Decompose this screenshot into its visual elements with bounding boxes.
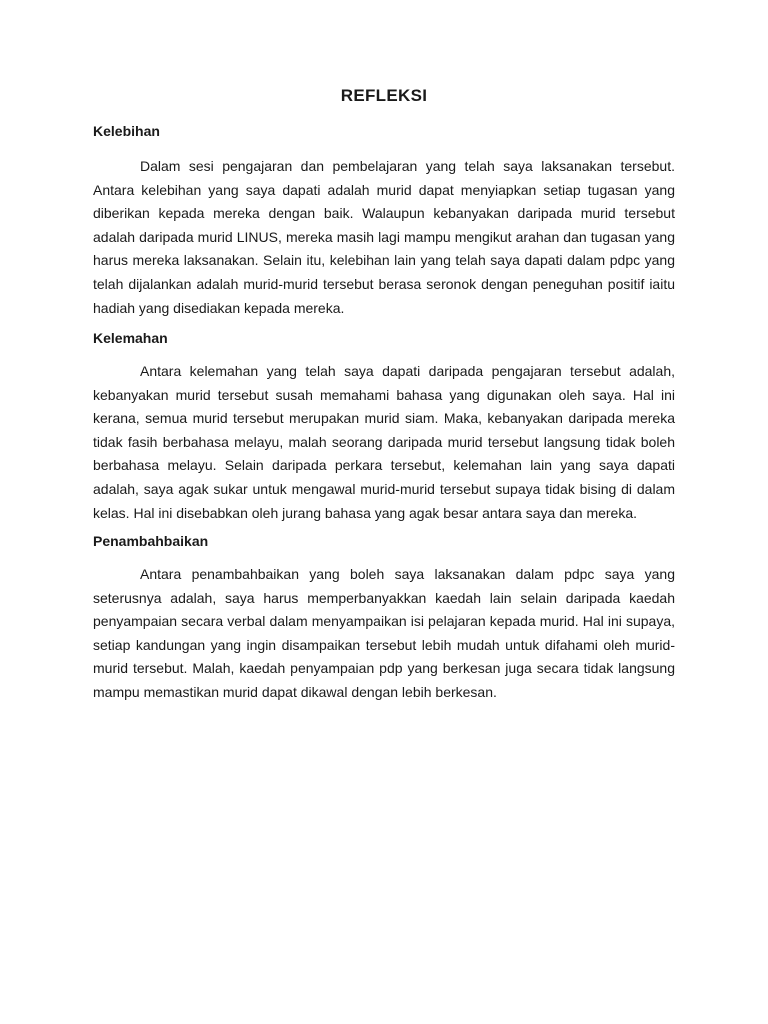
page-title: REFLEKSI [340, 86, 428, 105]
section-paragraph-penambahbaikan: Antara penambahbaikan yang boleh saya laksanakan dalam pdpc saya yang seterusnya adalah, saya harus memperbanyakkan kaedah lain selain daripada kaedah penyampaian secara verbal dalam menyampaikan isi pelajaran kepada murid. Hal ini supaya, setiap kandungan yang ingin disampaikan tersebut lebih mudah untuk difahami oleh murid-murid tersebut. Malah, kaedah penyampaian pdp yang berkesan juga secara tidak langsung mampu memastikan murid dapat dikawal dengan lebih berkesan. [93, 566, 675, 700]
section-heading-kelebihan: Kelebihan [93, 123, 160, 139]
section-heading-kelemahan: Kelemahan [93, 330, 168, 346]
section-paragraph-kelebihan: Dalam sesi pengajaran dan pembelajaran yang telah saya laksanakan tersebut. Antara kelebihan yang saya dapati adalah murid dapat menyiapkan setiap tugasan yang diberikan kepada mereka dengan baik. Walaupun kebanyakan daripada murid tersebut adalah daripada murid LINUS, mereka masih lagi mampu mengikut arahan dan tugasan yang harus mereka laksanakan. Selain itu, kelebihan lain yang telah saya dapati dalam pdpc yang telah dijalankan adalah murid-murid tersebut berasa seronok dengan peneguhan positif iaitu hadiah yang disediakan kepada mereka. [93, 158, 675, 316]
section-heading-penambahbaikan: Penambahbaikan [93, 533, 209, 549]
section-paragraph-kelemahan: Antara kelemahan yang telah saya dapati daripada pengajaran tersebut adalah, kebanyakan murid tersebut susah memahami bahasa yang digunakan oleh saya. Hal ini kerana, semua murid tersebut merupakan murid siam. Maka, kebanyakan daripada mereka tidak fasih berbahasa melayu, malah seorang daripada murid tersebut langsung tidak boleh berbahasa melayu. Selain daripada perkara tersebut, kelemahan lain yang saya dapati adalah, saya agak sukar untuk mengawal murid-murid tersebut supaya tidak bising di dalam kelas. Hal ini disebabkan oleh jurang bahasa yang agak besar antara saya dan mereka. [93, 363, 675, 521]
